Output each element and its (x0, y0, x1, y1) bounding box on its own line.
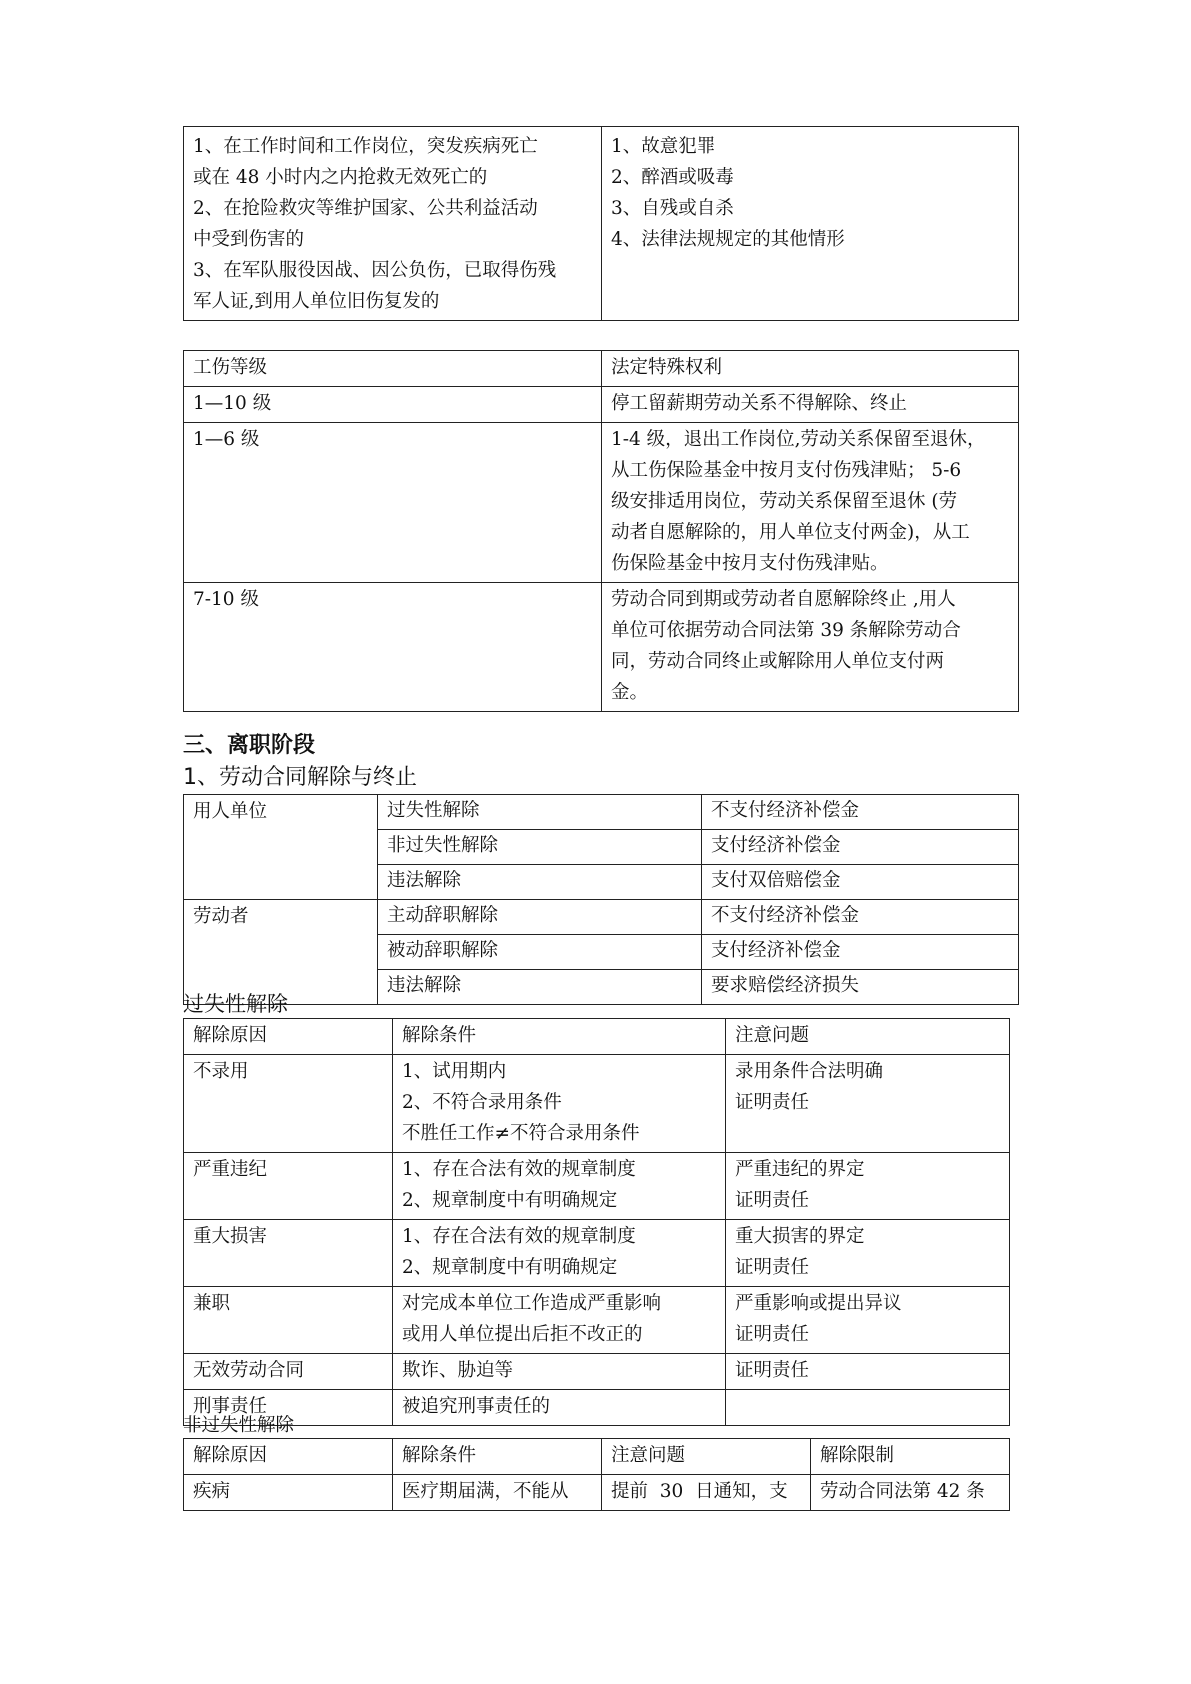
grade-cell: 7-10 级 (184, 583, 602, 712)
rights-line: 1-4 级，退出工作岗位,劳动关系保留至退休， (611, 429, 986, 450)
rights-line: 伤保险基金中按月支付伤残津贴。 (611, 553, 889, 574)
column-header: 注意问题 (726, 1019, 1010, 1055)
fault-termination-table (183, 1018, 1010, 1426)
list-item: 中受到伤害的 (193, 229, 305, 250)
condition-cell (393, 1354, 726, 1390)
rights-line: 同，劳动合同终止或解除用人单位支付两 (611, 651, 945, 672)
note-cell (726, 1390, 1010, 1426)
column-header: 解除限制 (811, 1439, 1010, 1475)
table-row (184, 387, 1019, 423)
table-row (184, 1055, 1010, 1153)
injury-grade-rights-table (183, 350, 1019, 712)
party-cell: 用人单位 (184, 795, 378, 900)
list-item: 3、自残或自杀 (611, 198, 734, 219)
excluded-cases-cell (602, 127, 1019, 321)
grade-cell: 1—6 级 (184, 423, 602, 583)
list-item: 2、在抢险救灾等维护国家、公共利益活动 (193, 198, 538, 219)
condition-line: 2、规章制度中有明确规定 (402, 1190, 618, 1211)
work-injury-cases-table (183, 126, 1019, 321)
list-item: 或在 48 小时内之内抢救无效死亡的 (193, 167, 488, 188)
condition-line: 2、不符合录用条件 (402, 1092, 562, 1113)
note-cell (726, 1220, 1010, 1287)
reason-cell: 无效劳动合同 (184, 1354, 393, 1390)
column-header: 解除条件 (393, 1019, 726, 1055)
termination-overview-table (183, 794, 1019, 1005)
table-row (184, 127, 1019, 321)
column-header: 解除原因 (184, 1439, 393, 1475)
list-item: 1、故意犯罪 (611, 136, 716, 157)
note-line: 重大损害的界定 (735, 1226, 865, 1247)
rights-line: 动者自愿解除的，用人单位支付两金)，从工 (611, 522, 970, 543)
reason-cell: 兼职 (184, 1287, 393, 1354)
condition-cell: 医疗期届满，不能从 (393, 1475, 602, 1511)
rights-cell (602, 423, 1019, 583)
list-item: 军人证,到用人单位旧伤复发的 (193, 291, 440, 312)
termination-type-cell: 主动辞职解除 (378, 900, 702, 935)
termination-type-cell: 非过失性解除 (378, 830, 702, 865)
reason-cell: 刑事责任 (184, 1390, 393, 1426)
note-line: 严重影响或提出异议 (735, 1293, 902, 1314)
rights-line: 单位可依据劳动合同法第 39 条解除劳动合 (611, 620, 961, 641)
condition-cell (393, 1390, 726, 1426)
column-header: 注意问题 (602, 1439, 811, 1475)
compensation-cell: 支付双倍赔偿金 (702, 865, 1019, 900)
note-cell: 提前 30 日通知，支 (602, 1475, 811, 1511)
compensation-cell: 要求赔偿经济损失 (702, 970, 1019, 1005)
termination-type-cell: 违法解除 (378, 970, 702, 1005)
reason-cell: 不录用 (184, 1055, 393, 1153)
compensation-cell: 不支付经济补偿金 (702, 900, 1019, 935)
condition-line: 或用人单位提出后拒不改正的 (402, 1324, 643, 1345)
reason-cell: 严重违纪 (184, 1153, 393, 1220)
column-header: 解除条件 (393, 1439, 602, 1475)
non-fault-termination-label: 非过失性解除 (183, 1415, 295, 1436)
rights-line: 劳动合同到期或劳动者自愿解除终止 ,用人 (611, 589, 956, 610)
table-header-row (184, 351, 1019, 387)
rights-line: 金。 (611, 682, 649, 703)
note-cell (726, 1287, 1010, 1354)
note-line: 录用条件合法明确 (735, 1061, 884, 1082)
party-cell: 劳动者 (184, 900, 378, 1005)
condition-line: 1、试用期内 (402, 1061, 507, 1082)
table-row (184, 1475, 1010, 1511)
non-fault-termination-table (183, 1438, 1010, 1511)
condition-cell (393, 1153, 726, 1220)
condition-line: 被追究刑事责任的 (402, 1396, 551, 1417)
compensation-cell: 支付经济补偿金 (702, 935, 1019, 970)
rights-cell (602, 387, 1019, 423)
condition-cell (393, 1220, 726, 1287)
rights-line: 级安排适用岗位，劳动关系保留至退休 (劳 (611, 491, 958, 512)
table-row (184, 795, 1019, 830)
termination-type-cell: 过失性解除 (378, 795, 702, 830)
termination-type-cell: 被动辞职解除 (378, 935, 702, 970)
section-subtitle: 1、劳动合同解除与终止 (183, 765, 417, 790)
note-line: 证明责任 (735, 1360, 810, 1381)
condition-line: 1、存在合法有效的规章制度 (402, 1159, 636, 1180)
deemed-injury-cell (184, 127, 602, 321)
column-header: 工伤等级 (184, 351, 602, 387)
condition-line: 1、存在合法有效的规章制度 (402, 1226, 636, 1247)
termination-type-cell: 违法解除 (378, 865, 702, 900)
compensation-cell: 不支付经济补偿金 (702, 795, 1019, 830)
rights-cell (602, 583, 1019, 712)
note-line: 证明责任 (735, 1092, 810, 1113)
list-item: 2、醉酒或吸毒 (611, 167, 734, 188)
list-item: 3、在军队服役因战、因公负伤，已取得伤残 (193, 260, 557, 281)
limit-cell: 劳动合同法第 42 条 (811, 1475, 1010, 1511)
rights-line: 停工留薪期劳动关系不得解除、终止 (611, 393, 908, 414)
table-row (184, 423, 1019, 583)
note-cell (726, 1354, 1010, 1390)
table-row (184, 1354, 1010, 1390)
condition-line: 欺诈、胁迫等 (402, 1360, 514, 1381)
table-header-row (184, 1019, 1010, 1055)
fault-termination-label: 过失性解除 (183, 992, 288, 1016)
table-row (184, 1287, 1010, 1354)
note-line: 证明责任 (735, 1190, 810, 1211)
note-cell (726, 1153, 1010, 1220)
table-row (184, 1390, 1010, 1426)
table-row (184, 1220, 1010, 1287)
column-header: 法定特殊权利 (602, 351, 1019, 387)
condition-line: 对完成本单位工作造成严重影响 (402, 1293, 662, 1314)
note-line: 证明责任 (735, 1257, 810, 1278)
reason-cell: 重大损害 (184, 1220, 393, 1287)
condition-cell (393, 1287, 726, 1354)
compensation-cell: 支付经济补偿金 (702, 830, 1019, 865)
reason-cell: 疾病 (184, 1475, 393, 1511)
condition-line: 不胜任工作≠不符合录用条件 (402, 1123, 640, 1144)
condition-cell (393, 1055, 726, 1153)
list-item: 4、法律法规规定的其他情形 (611, 229, 845, 250)
table-row (184, 583, 1019, 712)
note-line: 严重违纪的界定 (735, 1159, 865, 1180)
table-header-row (184, 1439, 1010, 1475)
table-row (184, 1153, 1010, 1220)
note-line: 证明责任 (735, 1324, 810, 1345)
column-header: 解除原因 (184, 1019, 393, 1055)
list-item: 1、在工作时间和工作岗位，突发疾病死亡 (193, 136, 538, 157)
note-cell (726, 1055, 1010, 1153)
condition-line: 2、规章制度中有明确规定 (402, 1257, 618, 1278)
grade-cell: 1—10 级 (184, 387, 602, 423)
table-row (184, 900, 1019, 935)
rights-line: 从工伤保险基金中按月支付伤残津贴； 5-6 (611, 460, 962, 481)
section-title: 三、离职阶段 (183, 733, 316, 758)
